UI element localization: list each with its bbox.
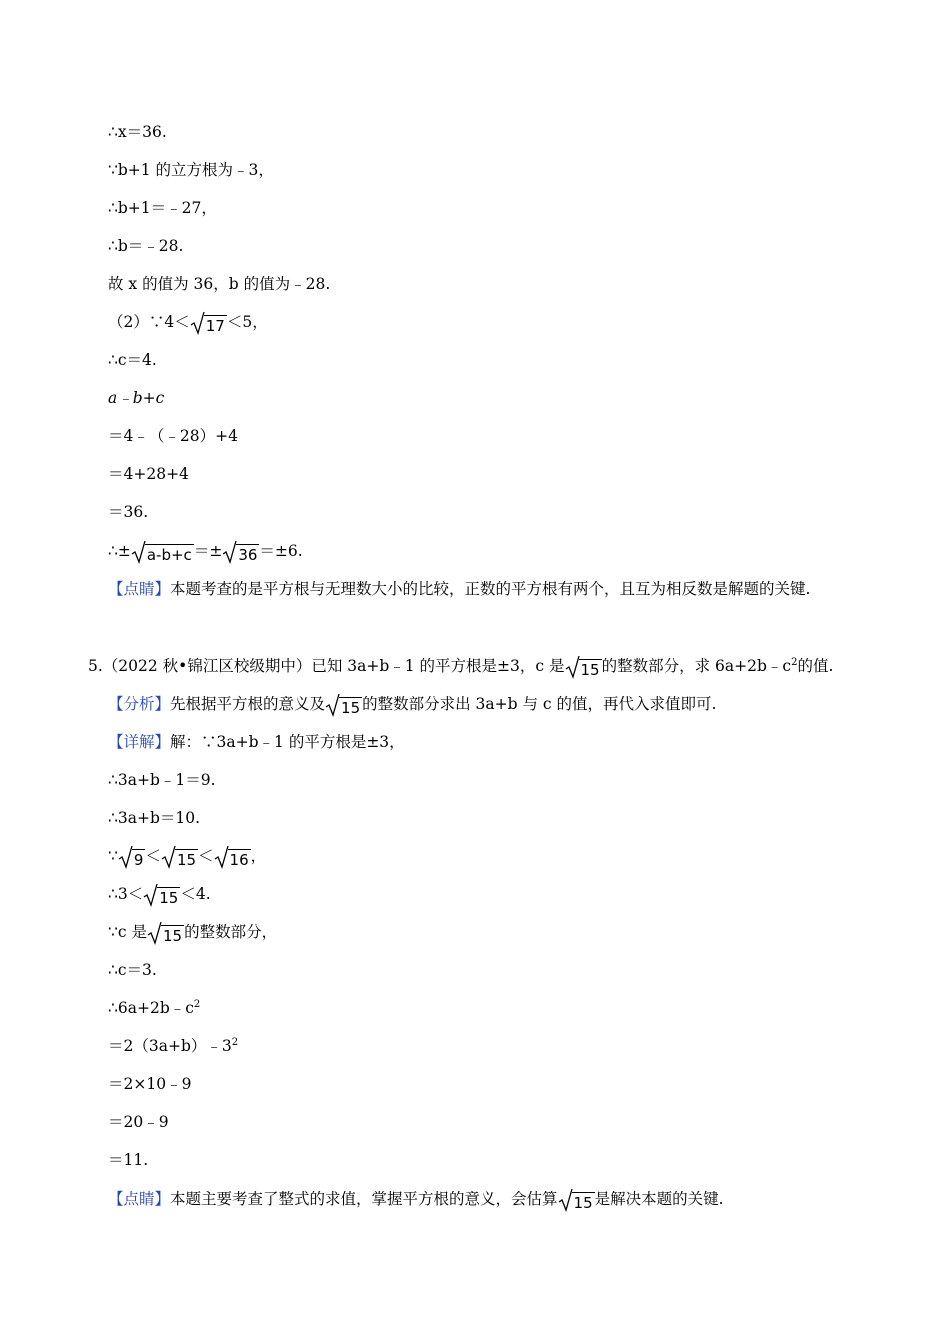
line-step-3: ＝36. (108, 503, 149, 521)
step-s5: ∵c 是 15 的整数部分， (108, 918, 277, 946)
step-s7: $\therefore 6a+2b﹣c^2$ (108, 999, 201, 1017)
line-cube-root: ∵b+1 的立方根为﹣3， (108, 161, 274, 179)
line-x-value: ∴x＝36. (108, 123, 167, 141)
sqrt-15: 15 (325, 692, 362, 718)
sqrt-15: 15 (147, 920, 184, 946)
line-final-root: ∴± a-b+c ＝± 36 ＝±6. (108, 537, 303, 565)
comment-2: 【点睛】本题主要考查了整式的求值，掌握平方根的意义，会估算 15 是解决本题的关键. (108, 1185, 724, 1213)
step-s1: ∴3a+b﹣1＝9. (108, 771, 216, 789)
sqrt-36: 36 (222, 539, 259, 565)
line-conclusion-1: 故 x 的值为 36，b 的值为﹣28. (108, 275, 331, 293)
sqrt-15: 15 (558, 1187, 595, 1213)
step-s10: ＝20﹣9 (108, 1113, 169, 1131)
detail: 【详解】解：∵3a+b﹣1 的平方根是±3， (108, 733, 405, 751)
line-b-value: ∴b＝﹣28. (108, 237, 184, 255)
comment-tag: 【点睛】 (108, 580, 171, 598)
line-c-value: ∴c＝4. (108, 351, 157, 369)
step-s3: ∵ 9 ＜ 15 ＜ 16 ， (108, 842, 266, 870)
step-s6: ∴c＝3. (108, 961, 157, 979)
sqrt-9: 9 (118, 844, 146, 870)
detail-tag: 【详解】 (108, 733, 171, 751)
line-sqrt17-estimate: （2）∵4＜ 17 ＜5， (108, 308, 268, 336)
line-step-1: ＝4﹣（﹣28）+4 (108, 427, 238, 445)
step-s11: ＝11. (108, 1151, 149, 1169)
sqrt-15: 15 (161, 844, 198, 870)
sqrt-16: 16 (214, 844, 251, 870)
question-5-stem: 5.（2022 秋•锦江区校级期中）已知 3a+b﹣1 的平方根是±3，c 是 15 的整数部分，求 $6a+2b﹣c^2$的值. (88, 652, 833, 680)
step-s4: ∴3＜ 15 ＜4. (108, 880, 211, 908)
analysis-tag: 【分析】 (108, 695, 171, 713)
line-b-plus-1: ∴b+1＝﹣27， (108, 199, 217, 217)
comment-1: 【点睛】本题考查的是平方根与无理数大小的比较，正数的平方根有两个，且互为相反数是解题的关键. (108, 580, 811, 598)
line-expression: a﹣b+c (108, 389, 165, 407)
step-s8: $=2(3a+b)﹣3^2$ (108, 1037, 239, 1055)
sqrt-15: 15 (565, 654, 602, 680)
step-s9: ＝2×10﹣9 (108, 1075, 192, 1093)
line-step-2: ＝4+28+4 (108, 465, 189, 483)
analysis: 【分析】先根据平方根的意义及 15 的整数部分求出 3a+b 与 c 的值，再代入求值即可. (108, 690, 716, 718)
step-s2: ∴3a+b＝10. (108, 809, 201, 827)
sqrt-a-b-c: a-b+c (131, 539, 194, 565)
sqrt-15: 15 (143, 882, 180, 908)
comment-tag: 【点睛】 (108, 1190, 171, 1208)
sqrt-17: 17 (190, 310, 227, 336)
